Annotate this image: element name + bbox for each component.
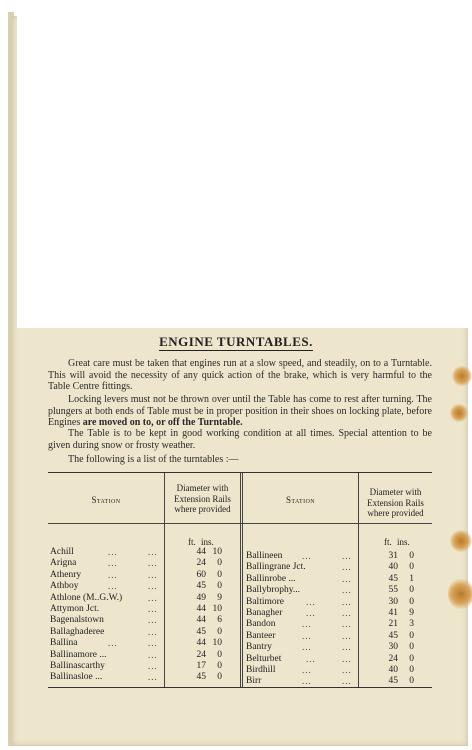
inches-value: 0: [217, 581, 222, 592]
feet-value: 24: [388, 653, 398, 664]
feet-value: 45: [388, 676, 398, 687]
table-row: Ballinamore ... ...: [50, 649, 158, 660]
leader-dots: ...: [148, 603, 158, 614]
table-row: Ballaghaderee ...: [50, 626, 158, 637]
feet-value: 55: [388, 585, 398, 596]
inches-value: 0: [409, 551, 414, 561]
table-row: [380, 619, 414, 630]
blank-upper-area: [17, 0, 472, 328]
inches-value: 0: [409, 630, 414, 641]
leader-dots: ...: [148, 672, 158, 683]
feet-value: 45: [196, 672, 206, 683]
station-header-left: Station: [91, 495, 121, 505]
feet-value: 45: [388, 573, 398, 584]
inches-value: 0: [409, 664, 414, 675]
leader-dots: ...: [342, 573, 352, 584]
feet-value: 30: [388, 596, 398, 607]
table-row: Arigna ... ...: [50, 558, 158, 569]
table-row: Athlone (M..G.W.) ...: [50, 592, 158, 603]
leader-dots: ...: [108, 547, 118, 557]
feet-value: 44: [196, 638, 206, 649]
page-title: ENGINE TURNTABLES.: [159, 334, 313, 349]
table-row: [188, 581, 222, 592]
column-rule: [240, 473, 241, 687]
leader-dots: ...: [342, 585, 352, 596]
station-header-right: Station: [286, 495, 315, 505]
feet-value: 45: [196, 626, 206, 637]
feet-value: 45: [196, 581, 206, 592]
diameter-list-right: [380, 551, 414, 688]
leader-dots: ...: [108, 558, 118, 569]
inches-value: 0: [217, 660, 222, 671]
table-row: [380, 597, 414, 608]
feet-value: 17: [196, 660, 206, 671]
feet-value: 30: [388, 642, 398, 653]
table-row: Achill ... ...: [50, 547, 158, 557]
inches-value: 9: [409, 607, 414, 618]
inches-value: 9: [217, 592, 222, 603]
feet-value: 24: [196, 649, 206, 660]
inches-value: 10: [212, 638, 222, 649]
inches-value: 0: [217, 672, 222, 683]
inches-value: 0: [409, 585, 414, 596]
inches-value: 0: [409, 596, 414, 607]
leader-dots: ...: [148, 638, 158, 649]
table-row: [380, 585, 414, 596]
paragraph-list-intro: The following is a list of the turntables :—: [68, 454, 239, 465]
leader-dots: ...: [148, 649, 158, 660]
leader-dots: ...: [302, 642, 312, 653]
leader-dots: ...: [342, 630, 352, 641]
station-list-left: [50, 547, 162, 684]
leader-dots: ...: [108, 638, 118, 649]
leader-dots: ...: [306, 596, 316, 607]
inches-value: 10: [212, 547, 222, 557]
leader-dots: ...: [342, 653, 352, 664]
feet-value: 40: [388, 664, 398, 675]
inches-value: 1: [409, 573, 414, 584]
table-row: [380, 665, 414, 676]
leader-dots: ...: [108, 569, 118, 580]
leader-dots: ...: [148, 626, 158, 637]
station-list-right: [246, 551, 356, 688]
units-label-left: ft. ins.: [188, 537, 214, 547]
feet-value: 41: [388, 607, 398, 618]
table-row: [188, 547, 222, 558]
inches-value: 0: [409, 562, 414, 573]
table-row: Attymon Jct. ...: [50, 603, 158, 614]
leader-dots: ...: [302, 551, 312, 561]
table-row: [380, 574, 414, 585]
feet-value: 21: [388, 619, 398, 630]
table-row: Birr ... ...: [246, 676, 352, 687]
feet-value: 44: [196, 603, 206, 614]
header-rule: [48, 523, 432, 524]
leader-dots: ...: [302, 619, 312, 630]
leader-dots: ...: [148, 547, 158, 557]
leader-dots: ...: [148, 660, 158, 671]
diameter-header-left: Diameter with Extension Rails where provided: [174, 483, 231, 514]
inches-value: 10: [212, 603, 222, 614]
table-row: [380, 562, 414, 573]
leader-dots: ...: [342, 596, 352, 607]
table-row: Birdhill ... ...: [246, 664, 352, 675]
stain: [450, 404, 468, 422]
table-row: Ballybrophy... ...: [246, 585, 352, 596]
paragraph-care: Great care must be taken that engines run at a slow speed, and steadily, on to a Turntable. This will avoid the necessity of any quick action of the brake, which is very harmful to the Table Centre fittings.: [48, 358, 432, 392]
stain: [448, 578, 472, 610]
table-row: Ballinrobe ... ...: [246, 573, 352, 584]
leader-dots: ...: [306, 653, 316, 664]
feet-value: 40: [388, 562, 398, 573]
feet-value: 60: [196, 569, 206, 580]
inches-value: 0: [409, 642, 414, 653]
feet-value: 24: [196, 558, 206, 569]
leader-dots: ...: [342, 664, 352, 675]
inches-value: 3: [409, 619, 414, 630]
leader-dots: ...: [148, 569, 158, 580]
table-row: Banagher ... ...: [246, 607, 352, 618]
table-row: [188, 638, 222, 649]
table-row: [188, 650, 222, 661]
feet-value: 49: [196, 592, 206, 603]
table-row: [380, 676, 414, 687]
table-row: [188, 615, 222, 626]
leader-dots: ...: [148, 581, 158, 592]
inches-value: 0: [217, 558, 222, 569]
paragraph-condition: The Table is to be kept in good working condition at all times. Special attention to be given during snow or frosty weather.: [48, 428, 432, 451]
table-row: Baltimore ... ...: [246, 596, 352, 607]
table-row: [380, 631, 414, 642]
leader-dots: ...: [108, 581, 118, 592]
table-row: [188, 627, 222, 638]
leader-dots: ...: [302, 630, 312, 641]
leader-dots: ...: [148, 558, 158, 569]
leader-dots: ...: [342, 551, 352, 561]
table-row: Ballineen ... ...: [246, 551, 352, 561]
feet-value: 45: [388, 630, 398, 641]
stain: [450, 530, 472, 552]
table-row: Ballinascarthy ...: [50, 660, 158, 671]
leader-dots: ...: [342, 676, 352, 687]
table-row: [188, 593, 222, 604]
table-row: [188, 570, 222, 581]
leader-dots: ...: [302, 676, 312, 687]
table-row: Banteer ... ...: [246, 630, 352, 641]
inches-value: 0: [217, 569, 222, 580]
table-row: Bagenalstown ...: [50, 615, 158, 626]
leader-dots: ...: [342, 607, 352, 618]
inches-value: 0: [217, 649, 222, 660]
table-row: [188, 672, 222, 683]
table-row: [188, 558, 222, 569]
table-row: [380, 654, 414, 665]
turntable-list-table: [48, 472, 432, 688]
leader-dots: ...: [342, 562, 352, 573]
leader-dots: ...: [148, 592, 158, 603]
stain: [452, 366, 472, 386]
inches-value: 0: [409, 676, 414, 687]
diameter-list-left: [188, 547, 222, 684]
table-row: Ballinasloe ... ...: [50, 672, 158, 683]
units-label-right: ft. ins.: [384, 537, 410, 547]
table-row: Belturbet ... ...: [246, 653, 352, 664]
leader-dots: ...: [148, 615, 158, 626]
table-row: Athboy ... ...: [50, 581, 158, 592]
leader-dots: ...: [306, 607, 316, 618]
table-row: Bandon ... ...: [246, 619, 352, 630]
table-row: [380, 642, 414, 653]
paragraph-locking: Locking levers must not be thrown over until the Table has come to rest after turning. The plungers at both ends of Table must be in proper position in their shoes on locking plate, before Engines are moved on to, or off the Turntable.: [48, 394, 432, 428]
leader-dots: ...: [342, 619, 352, 630]
diameter-header-right: Diameter with Extension Rails where provided: [367, 487, 424, 518]
table-row: [188, 661, 222, 672]
feet-value: 44: [196, 547, 206, 557]
table-row: Athenry ... ...: [50, 569, 158, 580]
inches-value: 6: [217, 615, 222, 626]
leader-dots: ...: [342, 642, 352, 653]
feet-value: 44: [196, 615, 206, 626]
table-row: Bantry ... ...: [246, 642, 352, 653]
leader-dots: ...: [302, 664, 312, 675]
inches-value: 0: [409, 653, 414, 664]
table-row: [380, 608, 414, 619]
table-row: Ballina ... ...: [50, 638, 158, 649]
table-row: [188, 604, 222, 615]
table-row: [380, 551, 414, 562]
inches-value: 0: [217, 626, 222, 637]
table-row: Ballingrane Jct. ...: [246, 562, 352, 573]
feet-value: 31: [388, 551, 398, 561]
